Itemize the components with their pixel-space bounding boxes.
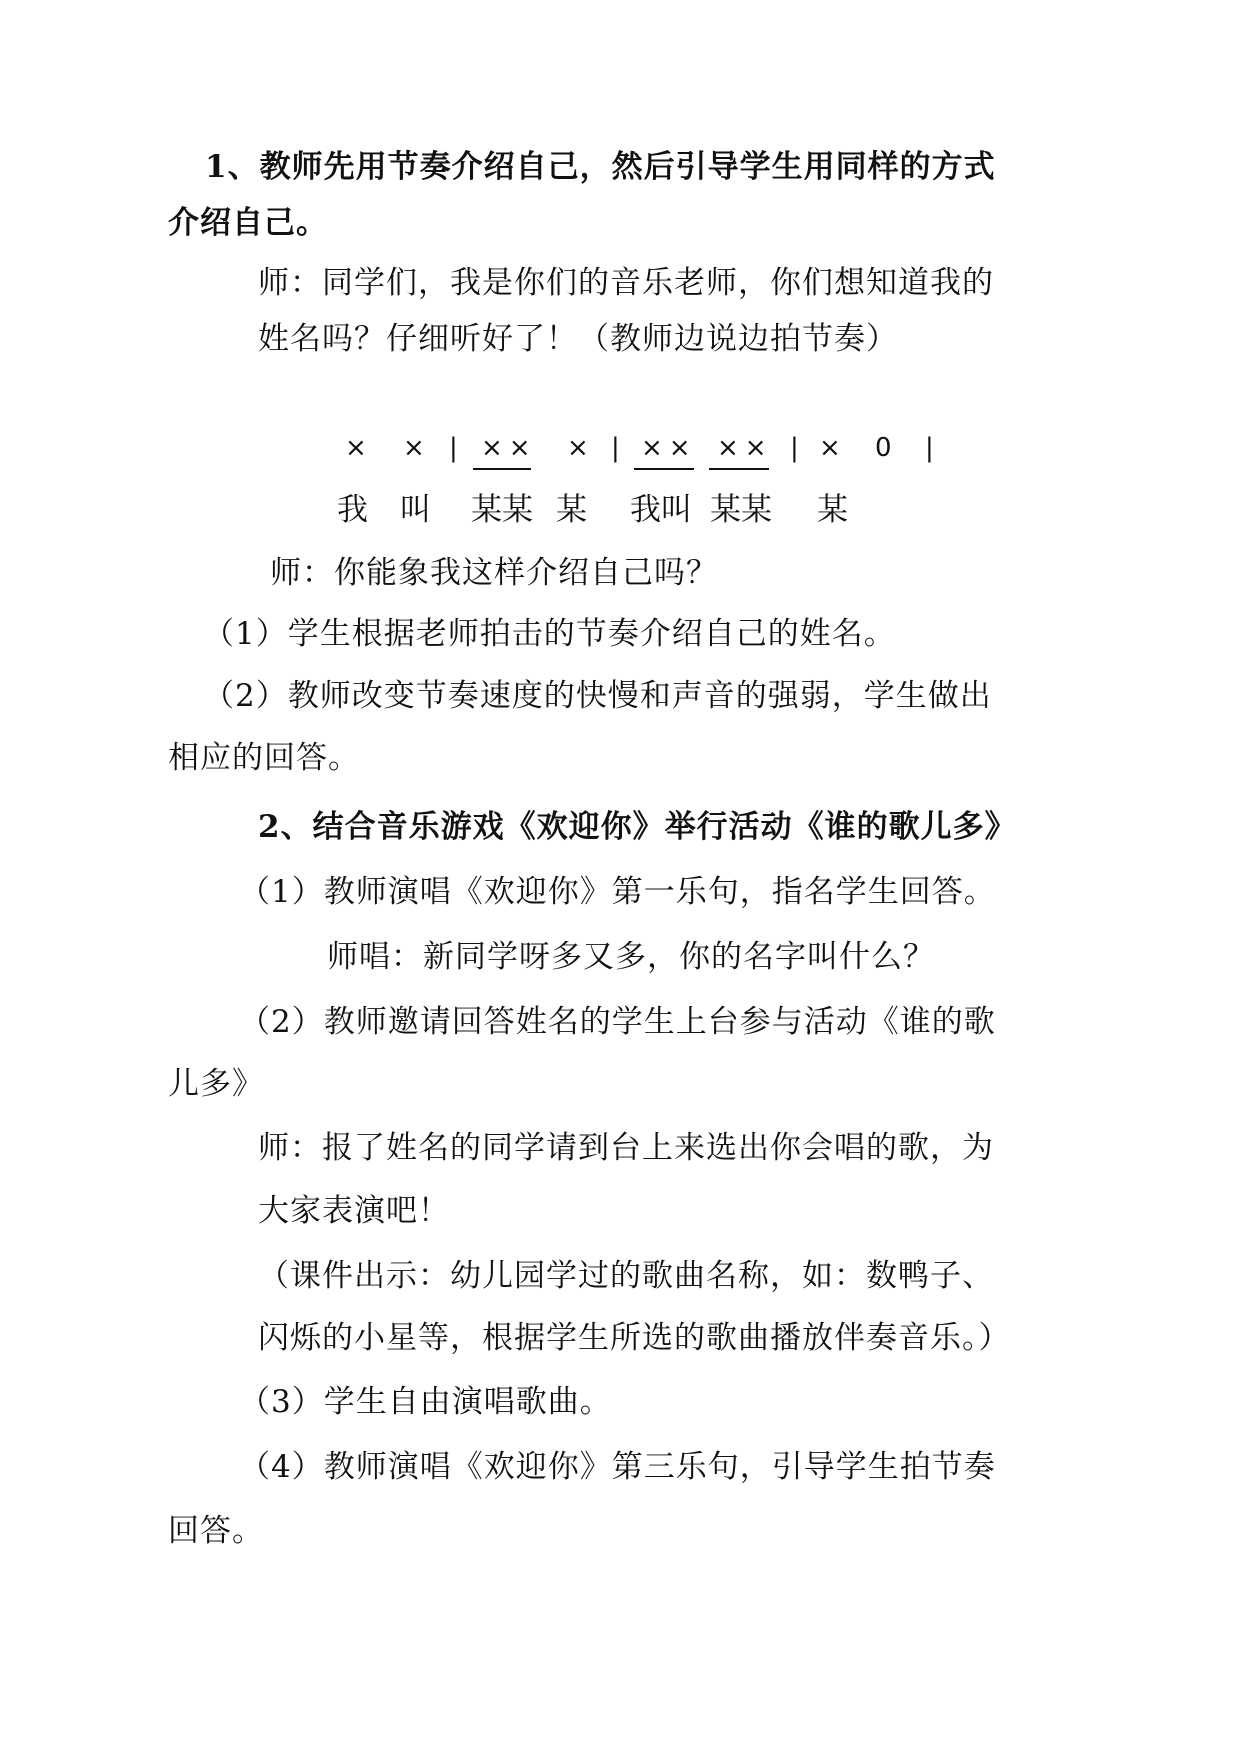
section1-heading-line2: 介绍自己。 (168, 205, 328, 241)
beam-1 (473, 468, 531, 470)
section2-step4-line2: 回答。 (168, 1513, 264, 1549)
section2-teacher-line1: 师：报了姓名的同学请到台上来选出你会唱的歌，为 (258, 1130, 994, 1166)
section1-heading-line1: 1、教师先用节奏介绍自己，然后引导学生用同样的方式 (205, 149, 996, 185)
section2-step1: （1）教师演唱《欢迎你》第一乐句，指名学生回答。 (239, 874, 996, 910)
beat-x4: × (819, 433, 841, 463)
section2-step2-line1: （2）教师邀请回答姓名的学生上台参与活动《谁的歌 (239, 1004, 996, 1040)
beat-pair1: ×× (481, 433, 537, 463)
barline-1: | (449, 433, 458, 463)
barline-3: | (790, 433, 799, 463)
beat-x1: × (345, 433, 367, 463)
lyric-6: 某某 (710, 492, 772, 528)
section2-step3: （3）学生自由演唱歌曲。 (239, 1384, 612, 1420)
section1-step1: （1）学生根据老师拍击的节奏介绍自己的姓名。 (203, 616, 896, 652)
beam-3 (709, 468, 769, 470)
lyric-4: 某 (556, 492, 587, 528)
lyric-3: 某某 (471, 492, 533, 528)
beam-2 (634, 468, 694, 470)
lyric-2: 叫 (400, 492, 431, 528)
section1-step2-line2: 相应的回答。 (168, 740, 360, 776)
teacher-line1: 师：同学们，我是你们的音乐老师，你们想知道我的 (258, 265, 994, 301)
beat-pair3: ×× (717, 433, 773, 463)
teacher-sing: 师唱：新同学呀多又多，你的名字叫什么？ (327, 939, 935, 975)
section2-teacher-line2: 大家表演吧！ (258, 1193, 450, 1229)
courseware-note-line2: 闪烁的小星等，根据学生所选的歌曲播放伴奏音乐。） (258, 1320, 1011, 1356)
teacher-question: 师：你能象我这样介绍自己吗？ (270, 555, 718, 591)
lyric-1: 我 (337, 492, 368, 528)
rhythm-notation (345, 428, 1025, 468)
rest-zero: 0 (875, 433, 892, 463)
barline-4: | (925, 433, 934, 463)
beat-x2: × (403, 433, 425, 463)
section2-step2-line2: 儿多》 (168, 1066, 264, 1102)
rhythm-lyrics (337, 490, 1025, 530)
beat-pair2: ×× (641, 433, 697, 463)
beat-x3: × (567, 433, 589, 463)
courseware-note-line1: （课件出示：幼儿园学过的歌曲名称，如：数鸭子、 (258, 1258, 994, 1294)
teacher-line2: 姓名吗？仔细听好了！（教师边说边拍节奏） (258, 321, 898, 357)
barline-2: | (611, 433, 620, 463)
lyric-7: 某 (817, 492, 848, 528)
section2-heading: 2、结合音乐游戏《欢迎你》举行活动《谁的歌儿多》 (258, 809, 1017, 845)
section1-step2-line1: （2）教师改变节奏速度的快慢和声音的强弱，学生做出 (203, 678, 992, 714)
lyric-5: 我叫 (630, 492, 692, 528)
section2-step4-line1: （4）教师演唱《欢迎你》第三乐句，引导学生拍节奏 (239, 1449, 996, 1485)
